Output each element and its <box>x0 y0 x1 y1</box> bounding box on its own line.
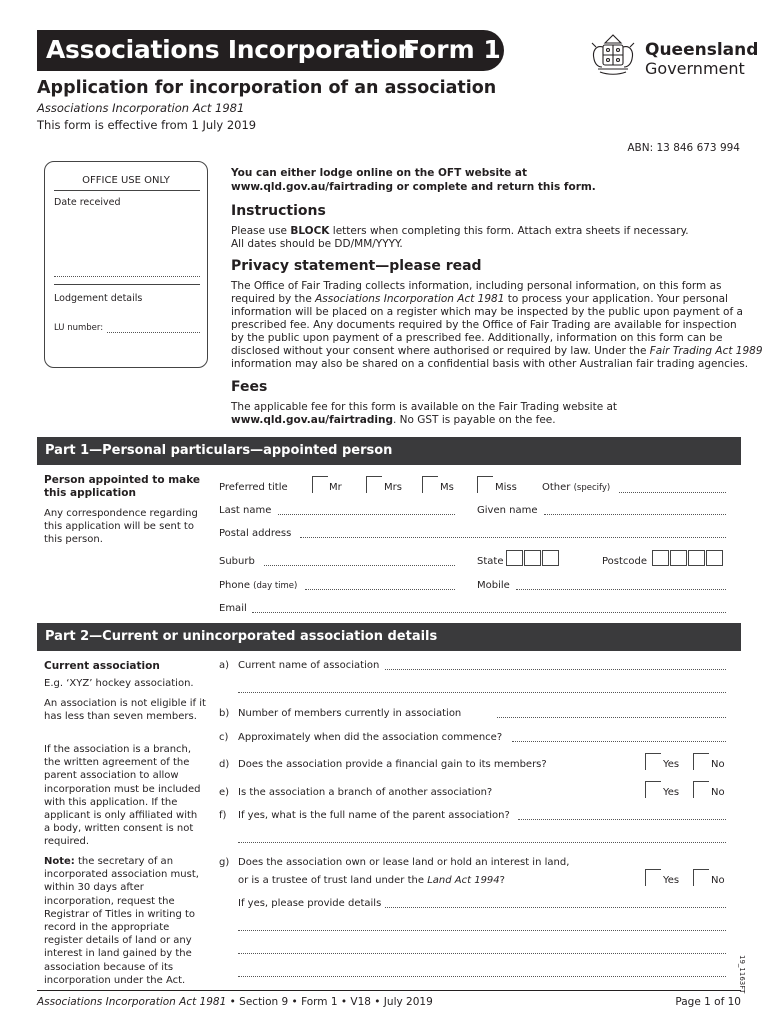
q-g-text: ? <box>499 875 505 886</box>
privacy-text: disclosed without your consent where authorised or required by law. Under the <box>231 345 650 357</box>
other-label <box>542 482 610 493</box>
q-g-text-2 <box>238 875 505 886</box>
privacy-text: to process your application. Your personal <box>504 293 728 305</box>
phone-field[interactable] <box>305 589 455 590</box>
last-name-label: Last name <box>219 505 272 516</box>
part2-left-heading: Current association <box>44 660 160 672</box>
office-use-box <box>44 161 208 368</box>
q-g-text: or is a trustee of trust land under the <box>238 875 428 886</box>
lodgement-details-label: Lodgement details <box>54 293 143 304</box>
instr-text: Please use <box>231 225 291 237</box>
q-a-letter: a) <box>219 660 230 671</box>
form-title: Associations Incorporation <box>46 35 416 64</box>
suburb-label: Suburb <box>219 556 255 567</box>
q-d-text: Does the association provide a financial gain to its members? <box>238 759 547 770</box>
q-c-text: Approximately when did the association commence? <box>238 732 503 743</box>
privacy-line: The Office of Fair Trading collects information, including personal information, on this form as <box>231 280 722 292</box>
land-details-label: If yes, please provide details <box>238 898 382 909</box>
q-a-text: Current name of association <box>238 660 380 671</box>
part2-bar: Part 2—Current or unincorporated association details <box>37 623 741 651</box>
q-b-letter: b) <box>219 708 230 719</box>
lu-number-field[interactable] <box>107 332 200 333</box>
parent-association-field[interactable] <box>518 819 726 820</box>
member-count-field[interactable] <box>497 717 726 718</box>
land-details-field-3[interactable] <box>238 953 726 954</box>
date-received-label: Date received <box>54 197 121 208</box>
financial-gain-yes-checkbox[interactable] <box>645 753 661 770</box>
land-details-field-2[interactable] <box>238 930 726 931</box>
mrs-label: Mrs <box>384 482 402 493</box>
q-b-text: Number of members currently in association <box>238 708 462 719</box>
fees-link[interactable]: www.qld.gov.au/fairtrading <box>231 414 393 426</box>
state-box[interactable] <box>524 550 541 566</box>
abn-number: ABN: 13 846 673 994 <box>627 142 740 154</box>
mobile-field[interactable] <box>516 589 726 590</box>
form-subtitle: Application for incorporation of an association <box>37 78 497 98</box>
part1-left-heading: Person appointed to make this application <box>44 474 201 500</box>
no-label: No <box>711 875 725 886</box>
postal-address-label: Postal address <box>219 528 292 539</box>
parent-association-field-2[interactable] <box>238 842 726 843</box>
q-c-letter: c) <box>219 732 229 743</box>
miss-label: Miss <box>495 482 517 493</box>
phone-text: Phone <box>219 580 250 591</box>
lodge-line-2: www.qld.gov.au/fairtrading or complete and return this form. <box>231 181 596 193</box>
part2-left-p1: An association is not eligible if it has less than seven members. <box>44 698 206 723</box>
land-no-checkbox[interactable] <box>693 869 709 886</box>
privacy-line: by the public upon payment of a prescribed fee. Additionally, information on this form can be <box>231 332 723 344</box>
act-name: Associations Incorporation Act 1981 <box>37 101 245 115</box>
lodge-line-1: You can either lodge online on the OFT website at <box>231 167 527 179</box>
mr-checkbox[interactable] <box>312 476 328 493</box>
phone-label <box>219 580 297 591</box>
privacy-line: prescribed fee. Any documents required by the Office of Fair Trading are available for inspection <box>231 319 737 331</box>
preferred-title-label: Preferred title <box>219 482 288 493</box>
date-received-field[interactable] <box>54 276 200 277</box>
association-name-field[interactable] <box>385 669 726 670</box>
part1-left-body: Any correspondence regarding this application will be sent to this person. <box>44 508 198 546</box>
note-bold: Note: <box>44 856 75 867</box>
privacy-heading: Privacy statement—please read <box>231 258 482 274</box>
yes-label: Yes <box>663 787 680 798</box>
ms-checkbox[interactable] <box>422 476 438 493</box>
other-title-field[interactable] <box>619 492 726 493</box>
privacy-text: required by the <box>231 293 316 305</box>
page-number: Page 1 of 10 <box>675 996 741 1008</box>
financial-gain-no-checkbox[interactable] <box>693 753 709 770</box>
email-label: Email <box>219 603 247 614</box>
logo-government: Government <box>645 59 745 78</box>
part2-left-eg: E.g. ‘XYZ’ hockey association. <box>44 678 194 689</box>
land-yes-checkbox[interactable] <box>645 869 661 886</box>
part2-left-note <box>44 855 206 987</box>
lu-number-label: LU number: <box>54 323 104 333</box>
day-time-text: (day time) <box>253 581 298 591</box>
office-use-heading: OFFICE USE ONLY <box>82 175 170 186</box>
postcode-box[interactable] <box>706 550 723 566</box>
yes-label: Yes <box>663 759 680 770</box>
no-label: No <box>711 759 725 770</box>
mr-label: Mr <box>329 482 342 493</box>
branch-no-checkbox[interactable] <box>693 781 709 798</box>
yes-label: Yes <box>663 875 680 886</box>
land-details-field[interactable] <box>385 907 726 908</box>
footer-divider <box>37 990 741 991</box>
fees-line-1: The applicable fee for this form is available on the Fair Trading website at <box>231 401 618 413</box>
land-details-field-4[interactable] <box>238 976 726 977</box>
footer-details: • Section 9 • Form 1 • V18 • July 2019 <box>226 996 433 1008</box>
mrs-checkbox[interactable] <box>366 476 382 493</box>
form-title-bar <box>37 30 504 71</box>
branch-yes-checkbox[interactable] <box>645 781 661 798</box>
instructions-heading: Instructions <box>231 203 326 219</box>
form-code: 19_1163FT <box>738 955 746 994</box>
privacy-line <box>231 293 728 307</box>
footer-act: Associations Incorporation Act 1981 <box>37 996 227 1008</box>
postcode-box[interactable] <box>670 550 687 566</box>
given-name-label: Given name <box>477 505 538 516</box>
instr-text: letters when completing this form. Attach extra sheets if necessary. <box>329 225 689 237</box>
mobile-label: Mobile <box>477 580 510 591</box>
q-e-text: Is the association a branch of another association? <box>238 787 493 798</box>
fees-text: . No GST is payable on the fee. <box>392 414 556 426</box>
no-label: No <box>711 787 725 798</box>
miss-checkbox[interactable] <box>477 476 493 493</box>
form-number: Form 1 <box>403 35 501 64</box>
privacy-line: information will be placed on a register which may be inspected by the public upon payment of a <box>231 306 743 318</box>
privacy-act: Associations Incorporation Act 1981 <box>315 293 505 305</box>
fees-heading: Fees <box>231 379 268 395</box>
state-box[interactable] <box>542 550 559 566</box>
q-f-text: If yes, what is the full name of the parent association? <box>238 810 510 821</box>
other-text: Other <box>542 482 571 493</box>
state-label: State <box>477 556 504 567</box>
postcode-label: Postcode <box>602 556 648 567</box>
instructions-line-2: All dates should be DD/MM/YYYY. <box>231 238 403 250</box>
commence-date-field[interactable] <box>512 741 726 742</box>
privacy-line: information may also be shared on a confidential basis with other Australian fair trading agencies. <box>231 358 749 370</box>
q-d-letter: d) <box>219 759 230 770</box>
fees-line-2 <box>231 414 556 428</box>
land-act: Land Act 1994 <box>427 875 500 886</box>
office-divider <box>54 284 200 285</box>
q-f-letter: f) <box>219 810 227 821</box>
queensland-crest-icon <box>588 31 638 79</box>
ms-label: Ms <box>440 482 454 493</box>
association-name-field-2[interactable] <box>238 692 726 693</box>
specify-text: (specify) <box>573 483 611 493</box>
instr-bold: BLOCK <box>290 225 330 237</box>
effective-date: This form is effective from 1 July 2019 <box>37 118 257 132</box>
q-g-letter: g) <box>219 857 230 868</box>
privacy-act: Fair Trading Act 1989 <box>649 345 763 357</box>
q-e-letter: e) <box>219 787 230 798</box>
office-divider <box>54 190 200 191</box>
instructions-line-1 <box>231 225 689 239</box>
privacy-line <box>231 345 763 359</box>
last-name-field[interactable] <box>278 514 455 515</box>
q-g-text-1: Does the association own or lease land or hold an interest in land, <box>238 857 570 868</box>
part2-left-p2: If the association is a branch, the written agreement of the parent association to allow incorporation must be included with this application. If the applicant is only affiliated with a body, written consent is not required. <box>44 744 201 848</box>
suburb-field[interactable] <box>264 565 455 566</box>
footer-citation <box>37 996 433 1008</box>
note-body: the secretary of an incorporated association must, within 30 days after incorporation, request the Registrar of Titles in writing to record in the appropriate register details of land or any interest in land gained by the association because of its incorporation under the Act. <box>44 856 199 986</box>
postal-address-field[interactable] <box>300 537 726 538</box>
email-field[interactable] <box>252 612 726 613</box>
logo-queensland: Queensland <box>645 40 759 60</box>
postcode-box[interactable] <box>652 550 669 566</box>
postcode-box[interactable] <box>688 550 705 566</box>
given-name-field[interactable] <box>544 514 726 515</box>
part1-bar: Part 1—Personal particulars—appointed person <box>37 437 741 465</box>
state-box[interactable] <box>506 550 523 566</box>
